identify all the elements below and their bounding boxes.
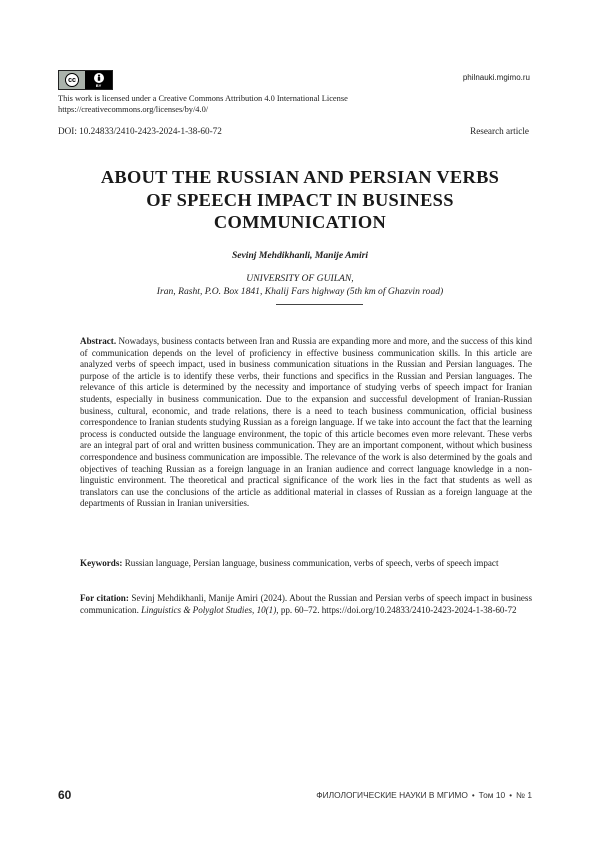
cc-logo-text: cc [65, 73, 79, 87]
footer-separator: • [509, 790, 513, 800]
keywords-text: Russian language, Persian language, business communication, verbs of speech, verbs of speech impact [124, 558, 499, 568]
footer-issue: № 1 [516, 790, 532, 800]
citation-label: For citation: [80, 593, 129, 603]
footer-journal-name: ФИЛОЛОГИЧЕСКИЕ НАУКИ В МГИМО [316, 790, 468, 800]
doi-label: DOI: 10.24833/2410-2423-2024-1-38-60-72 [58, 126, 222, 136]
page-number: 60 [58, 788, 72, 802]
affiliation-university: UNIVERSITY OF GUILAN, [246, 273, 354, 284]
title-line: ABOUT THE RUSSIAN AND PERSIAN VERBS [100, 167, 500, 187]
abstract-label: Abstract. [80, 336, 117, 346]
license-url-link[interactable]: https://creativecommons.org/licenses/by/4.0/ [58, 105, 209, 114]
abstract [80, 336, 532, 510]
title-line: COMMUNICATION [213, 212, 387, 232]
by-logo-text: BY [95, 82, 102, 88]
person-icon [94, 73, 104, 83]
citation-text: Sevinj Mehdikhanli, Manije Amiri (2024). About the Russian and Persian verbs of speech impact in business communication. [80, 593, 532, 615]
citation-journal: Linguistics & Polyglot Studies, 10(1), [141, 604, 279, 615]
footer-volume: Том 10 [478, 790, 506, 800]
affiliation-address: Iran, Rasht, P.O. Box 1841, Khalij Fars highway (5th km of Ghazvin road) [156, 285, 444, 297]
title-divider [276, 304, 363, 305]
cc-by-license-badge[interactable] [58, 70, 113, 90]
title-line: OF SPEECH IMPACT IN BUSINESS [146, 189, 454, 210]
article-title [60, 166, 540, 234]
citation [80, 593, 532, 616]
article-type: Research article [470, 126, 529, 136]
license-notice [58, 93, 348, 115]
keywords [80, 558, 532, 570]
license-text: This work is licensed under a Creative Commons Attribution 4.0 International License [58, 94, 348, 103]
abstract-text: Nowadays, business contacts between Iran and Russia are expanding more and more, and the success of this kind of communication depends on the level of proficiency in effective business communication skills. In this article are analyzed verbs of speech impact, used in business communication situations in the Russian and Persian languages. The purpose of the article is to identify these verbs, their functions and specifics in the Russian and Persian languages. The relevance of this article is determined by the necessity and importance of studying verbs of speech impact for Iranian students, especially in business communication. Due to the expansion and successful development of Iranian-Russian business, cultural, economic, and trade relations, there is a need to teach business communication, official business correspondence to Iranian students studying Russian as a foreign language. If we take into account the fact that the learning process is conducted outside the language environment, the topic of this article becomes even more relevant. These verbs are an integral part of oral and written business communication. They are an important component, without which business correspondence and business communication are impossible. The relevance of the work is also determined by the goals and objectives of teaching Russian as a foreign language in an Iranian audience and correct language knowledge in a non-linguistic environment. The theoretical and practical significance of the work lies in the fact that students as well as translators can use the conclusions of the article as additional material in classes of Russian as a foreign language at the departments of Russian in Iranian universities. [80, 336, 532, 509]
footer-separator: • [471, 790, 475, 800]
affiliation [60, 273, 540, 298]
keywords-label: Keywords: [80, 558, 123, 568]
by-attribution-icon [85, 71, 112, 89]
footer-journal-info [316, 790, 532, 800]
journal-site-link[interactable]: philnauki.mgimo.ru [462, 73, 530, 82]
cc-logo-icon [59, 71, 85, 89]
citation-doi-link[interactable]: pp. 60–72. https://doi.org/10.24833/2410-2423-2024-1-38-60-72 [280, 604, 517, 615]
authors: Sevinj Mehdikhanli, Manije Amiri [231, 250, 369, 261]
